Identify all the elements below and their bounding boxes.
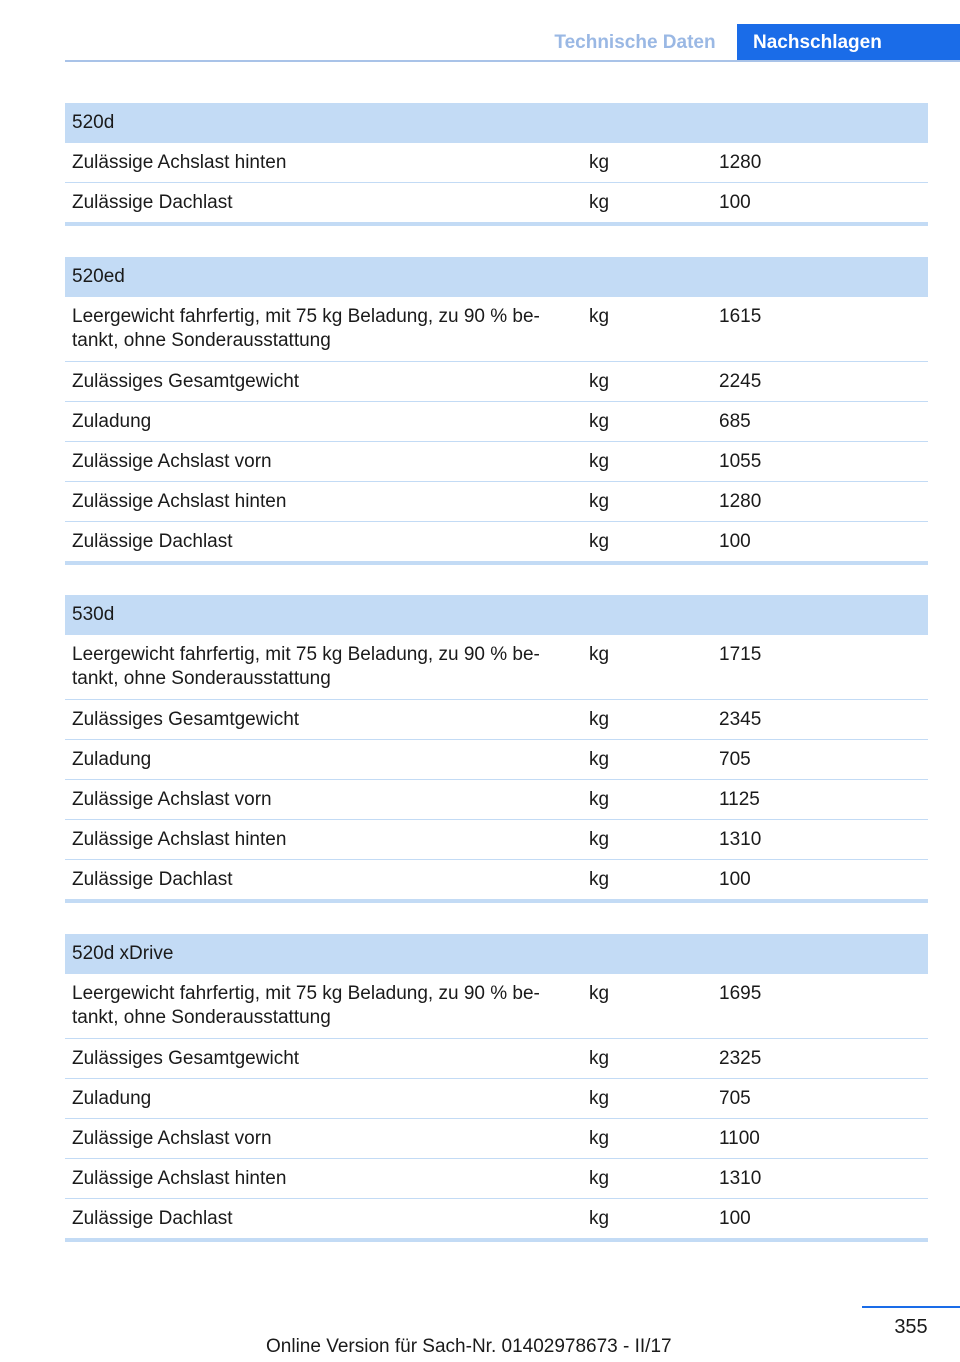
table-row xyxy=(65,402,928,442)
table-row xyxy=(65,183,928,226)
table-row xyxy=(65,1079,928,1119)
table-row xyxy=(65,362,928,402)
row-unit: kg xyxy=(589,983,610,1004)
row-label: Zulässiges Gesamtgewicht xyxy=(72,709,300,730)
row-unit: kg xyxy=(589,709,610,730)
row-value: 1310 xyxy=(719,1168,762,1189)
header-divider xyxy=(65,60,960,62)
row-value: 100 xyxy=(719,531,751,552)
row-label: Zuladung xyxy=(72,749,152,770)
row-unit: kg xyxy=(589,531,610,552)
row-unit: kg xyxy=(589,829,610,850)
row-unit: kg xyxy=(589,1208,610,1229)
table-row xyxy=(65,1039,928,1079)
row-label: Zulässige Achslast hinten xyxy=(72,1168,287,1189)
table-row xyxy=(65,1199,928,1242)
row-label: Zulässige Achslast vorn xyxy=(72,451,272,472)
row-value: 1615 xyxy=(719,306,762,327)
row-value: 1125 xyxy=(719,789,760,810)
table-row xyxy=(65,740,928,780)
row-value: 2345 xyxy=(719,709,762,730)
row-unit: kg xyxy=(589,371,610,392)
row-value: 685 xyxy=(719,411,751,432)
row-unit: kg xyxy=(589,152,610,173)
row-label: Zuladung xyxy=(72,411,152,432)
row-label: Zulässige Achslast vorn xyxy=(72,1128,272,1149)
table-row xyxy=(65,780,928,820)
page-number: 355 xyxy=(894,1316,928,1338)
row-value: 1280 xyxy=(719,152,762,173)
row-unit: kg xyxy=(589,451,610,472)
table-row xyxy=(65,522,928,565)
row-label: Zuladung xyxy=(72,1088,152,1109)
table-row xyxy=(65,1119,928,1159)
row-unit: kg xyxy=(589,644,610,665)
row-label: Zulässiges Gesamtgewicht xyxy=(72,1048,300,1069)
row-value: 2325 xyxy=(719,1048,762,1069)
table-row xyxy=(65,635,928,700)
row-value: 1310 xyxy=(719,829,762,850)
row-unit: kg xyxy=(589,1128,610,1149)
table-heading: 520ed xyxy=(65,257,928,297)
row-unit: kg xyxy=(589,192,610,213)
tab-nachschlagen[interactable]: Nachschlagen xyxy=(737,24,960,62)
table-heading: 530d xyxy=(65,595,928,635)
row-value: 705 xyxy=(719,1088,751,1109)
row-value: 100 xyxy=(719,192,751,213)
table-row xyxy=(65,482,928,522)
online-version-footer: Online Version für Sach-Nr. 01402978673 - II/17 xyxy=(266,1336,672,1357)
row-value: 2245 xyxy=(719,371,762,392)
row-value: 1695 xyxy=(719,983,762,1004)
row-label: Zulässige Dachlast xyxy=(72,192,233,213)
row-unit: kg xyxy=(589,869,610,890)
row-unit: kg xyxy=(589,749,610,770)
table-heading: 520d xyxy=(65,103,928,143)
spec-table-530d xyxy=(65,595,928,903)
row-label: Zulässige Dachlast xyxy=(72,869,233,890)
row-label: Zulässiges Gesamtgewicht xyxy=(72,371,300,392)
table-row xyxy=(65,1159,928,1199)
row-label: Zulässige Achslast vorn xyxy=(72,789,272,810)
row-label: Zulässige Achslast hinten xyxy=(72,829,287,850)
table-heading: 520d xDrive xyxy=(65,934,928,974)
row-label: Zulässige Achslast hinten xyxy=(72,152,287,173)
row-value: 1280 xyxy=(719,491,762,512)
table-row xyxy=(65,700,928,740)
table-row xyxy=(65,297,928,362)
row-unit: kg xyxy=(589,1168,610,1189)
row-label: Zulässige Achslast hinten xyxy=(72,491,287,512)
row-value: 1055 xyxy=(719,451,762,472)
table-row xyxy=(65,143,928,183)
row-value: 705 xyxy=(719,749,751,770)
row-unit: kg xyxy=(589,1048,610,1069)
tab-technische-daten[interactable]: Technische Daten xyxy=(554,32,716,53)
spec-table-520d xyxy=(65,103,928,226)
row-label: Leergewicht fahrfertig, mit 75 kg Beladung, zu 90 % be- tankt, ohne Sonderausstattung xyxy=(72,306,540,351)
row-value: 100 xyxy=(719,869,751,890)
row-unit: kg xyxy=(589,491,610,512)
table-row xyxy=(65,860,928,903)
page-number-rule xyxy=(862,1306,960,1308)
row-value: 1715 xyxy=(719,644,762,665)
row-unit: kg xyxy=(589,411,610,432)
spec-table-520ed xyxy=(65,257,928,565)
row-unit: kg xyxy=(589,306,610,327)
row-value: 1100 xyxy=(719,1128,760,1149)
spec-table-520d-xdrive xyxy=(65,934,928,1242)
row-unit: kg xyxy=(589,1088,610,1109)
table-row xyxy=(65,820,928,860)
row-value: 100 xyxy=(719,1208,751,1229)
table-row xyxy=(65,442,928,482)
row-label: Leergewicht fahrfertig, mit 75 kg Beladung, zu 90 % be- tankt, ohne Sonderausstattung xyxy=(72,983,540,1028)
row-unit: kg xyxy=(589,789,610,810)
row-label: Zulässige Dachlast xyxy=(72,1208,233,1229)
row-label: Leergewicht fahrfertig, mit 75 kg Beladung, zu 90 % be- tankt, ohne Sonderausstattung xyxy=(72,644,540,689)
row-label: Zulässige Dachlast xyxy=(72,531,233,552)
table-row xyxy=(65,974,928,1039)
